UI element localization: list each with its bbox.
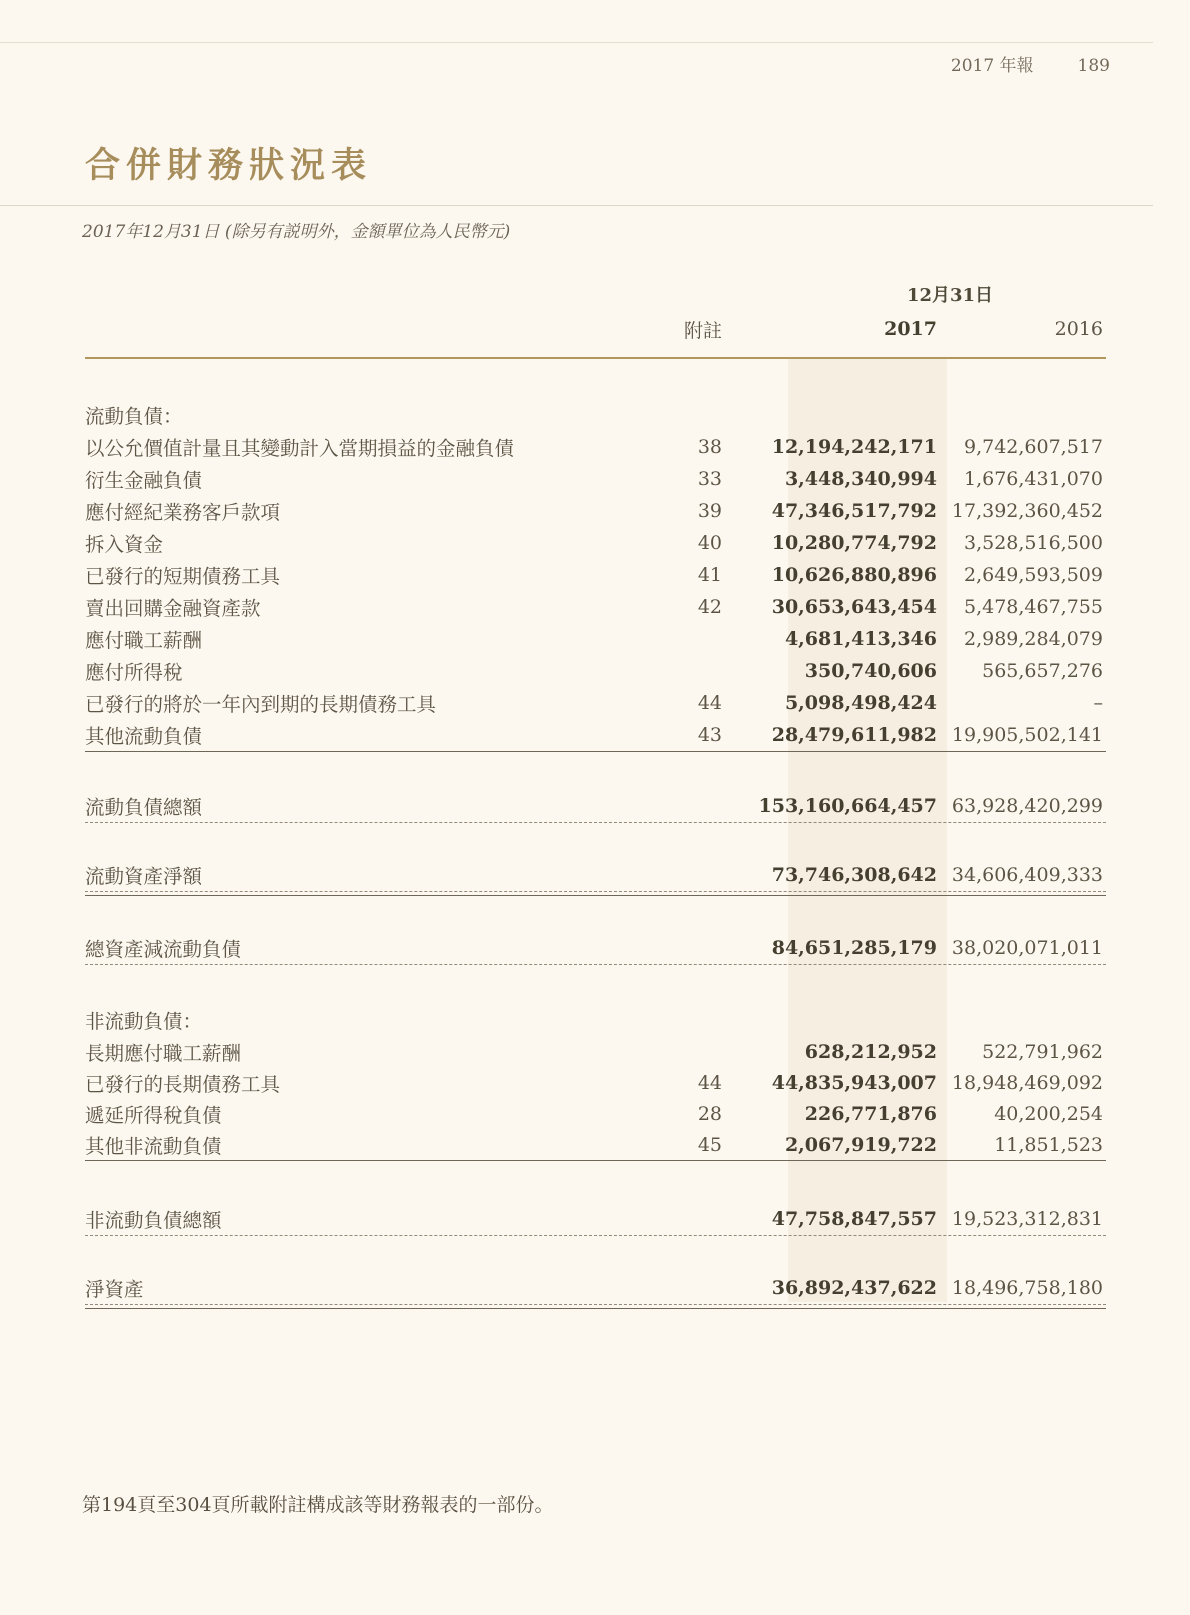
table-row: [85, 495, 1106, 527]
row-note: 38: [697, 436, 722, 458]
row-label: 總資產減流動負債: [85, 938, 242, 961]
row-note: 45: [697, 1133, 722, 1156]
table-row: [85, 655, 1106, 687]
row-label: 非流動負債總額: [85, 1209, 222, 1232]
row-note: 28: [697, 1102, 722, 1125]
table-row: [85, 1067, 1106, 1098]
row-note: 33: [697, 468, 722, 490]
row-label: 以公允價值計量且其變動計入當期損益的金融負債: [85, 437, 515, 460]
row-value-2016: 522,791,962: [982, 1040, 1103, 1063]
row-value-2017: 10,626,880,896: [771, 564, 937, 586]
table-row: [85, 623, 1106, 655]
table-row: [85, 687, 1106, 719]
column-header-2016: 2016: [1054, 318, 1103, 340]
row-value-2016: 2,649,593,509: [963, 564, 1103, 586]
report-year-label: 2017 年報: [950, 56, 1034, 76]
row-note: 44: [697, 1071, 722, 1094]
row-value-2017: 226,771,876: [804, 1102, 937, 1125]
page-number: 189: [1077, 56, 1110, 76]
row-value-2017: 2,067,919,722: [784, 1133, 937, 1156]
row-value-2017: 350,740,606: [804, 660, 937, 682]
group-divider: [85, 1308, 1106, 1309]
page-header-meta: [951, 51, 1110, 76]
table-row: [85, 591, 1106, 623]
total-row: [85, 1272, 1106, 1305]
row-value-2016: 2,989,284,079: [963, 628, 1103, 650]
row-value-2016: 19,523,312,831: [951, 1208, 1103, 1230]
row-value-2016: 1,676,431,070: [963, 468, 1103, 490]
table-row: [85, 463, 1106, 495]
row-note: 40: [697, 532, 722, 554]
row-value-2017: 28,479,611,982: [771, 724, 937, 746]
table-row: [85, 1129, 1106, 1160]
row-label: 衍生金融負債: [85, 469, 203, 492]
row-label: 長期應付職工薪酬: [85, 1041, 242, 1065]
row-label: 流動資產淨額: [85, 865, 203, 888]
page-title: 合併財務狀況表: [85, 145, 373, 186]
section-label: 流動負債：: [85, 405, 183, 428]
section-label: 非流動負債：: [85, 1010, 203, 1033]
row-label: 賣出回購金融資產款: [85, 597, 261, 620]
row-label: 拆入資金: [85, 533, 164, 556]
balance-sheet-table: [85, 278, 1106, 1309]
column-header-note: 附註: [683, 319, 722, 342]
table-date-header: [85, 278, 1106, 312]
row-value-2016: 38,020,071,011: [951, 937, 1103, 959]
row-value-2016: 18,496,758,180: [951, 1277, 1103, 1299]
row-value-2017: 73,746,308,642: [771, 864, 937, 886]
date-header-label: 12月31日: [906, 285, 994, 306]
title-divider: [0, 205, 1153, 206]
table-row: [85, 1098, 1106, 1129]
row-label: 遞延所得稅負債: [85, 1103, 222, 1127]
current-liabilities-block: [85, 359, 1106, 751]
row-value-2017: 5,098,498,424: [784, 692, 937, 714]
row-value-2016: 5,478,467,755: [963, 596, 1103, 618]
row-value-2016: 19,905,502,141: [951, 724, 1103, 746]
group-divider: [85, 1160, 1106, 1161]
section-row: [85, 399, 1106, 431]
section-row: [85, 1004, 1106, 1036]
row-value-2017: 30,653,643,454: [771, 596, 937, 618]
total-row: [85, 932, 1106, 965]
row-note: 43: [697, 724, 722, 746]
row-value-2017: 3,448,340,994: [784, 468, 937, 490]
row-label: 已發行的將於一年內到期的長期債務工具: [85, 693, 437, 716]
table-row: [85, 559, 1106, 591]
group-divider: [85, 751, 1106, 752]
non-current-liabilities-block: [85, 1036, 1106, 1160]
row-value-2016: 565,657,276: [982, 660, 1103, 682]
row-note: 44: [697, 692, 722, 714]
table-column-headers: [85, 312, 1106, 357]
row-value-2017: 47,758,847,557: [771, 1208, 937, 1230]
row-label: 流動負債總額: [85, 796, 203, 819]
row-note: 41: [697, 564, 722, 586]
table-row: [85, 527, 1106, 559]
column-header-2017: 2017: [884, 318, 937, 340]
table-row: [85, 1036, 1106, 1067]
table-row: [85, 719, 1106, 751]
total-row: [85, 790, 1106, 823]
row-note: 42: [697, 596, 722, 618]
row-label: 其他非流動負債: [85, 1134, 222, 1158]
row-label: 應付職工薪酬: [85, 629, 203, 652]
row-value-2017: 4,681,413,346: [784, 628, 937, 650]
row-value-2017: 628,212,952: [804, 1040, 937, 1063]
row-label: 淨資產: [85, 1278, 144, 1301]
row-value-2016: 17,392,360,452: [951, 500, 1103, 522]
row-value-2016: 9,742,607,517: [963, 436, 1103, 458]
row-value-2017: 36,892,437,622: [771, 1277, 937, 1299]
page-subtitle: 2017年12月31日 (除另有説明外，金額單位為人民幣元): [82, 222, 511, 242]
row-value-2017: 47,346,517,792: [771, 500, 937, 522]
row-label: 應付所得稅: [85, 661, 183, 684]
row-value-2016: –: [1093, 692, 1103, 714]
row-value-2017: 12,194,242,171: [771, 436, 937, 458]
total-row: [85, 859, 1106, 892]
row-value-2017: 44,835,943,007: [771, 1071, 937, 1094]
row-value-2017: 84,651,285,179: [771, 937, 937, 959]
group-divider: [85, 895, 1106, 896]
row-note: 39: [697, 500, 722, 522]
row-value-2016: 34,606,409,333: [951, 864, 1103, 886]
row-label: 已發行的長期債務工具: [85, 1072, 281, 1096]
row-value-2016: 40,200,254: [994, 1102, 1103, 1125]
row-label: 其他流動負債: [85, 725, 203, 748]
row-value-2016: 3,528,516,500: [963, 532, 1103, 554]
row-value-2016: 63,928,420,299: [951, 795, 1103, 817]
row-value-2016: 11,851,523: [994, 1133, 1103, 1156]
row-label: 已發行的短期債務工具: [85, 565, 281, 588]
row-value-2016: 18,948,469,092: [951, 1071, 1103, 1094]
footer-note: 第194頁至304頁所載附註構成該等財務報表的一部份。: [82, 1494, 554, 1516]
top-divider: [0, 42, 1153, 43]
total-row: [85, 1203, 1106, 1236]
row-value-2017: 153,160,664,457: [758, 795, 937, 817]
row-value-2017: 10,280,774,792: [771, 532, 937, 554]
table-row: [85, 431, 1106, 463]
row-label: 應付經紀業務客戶款項: [85, 501, 281, 524]
